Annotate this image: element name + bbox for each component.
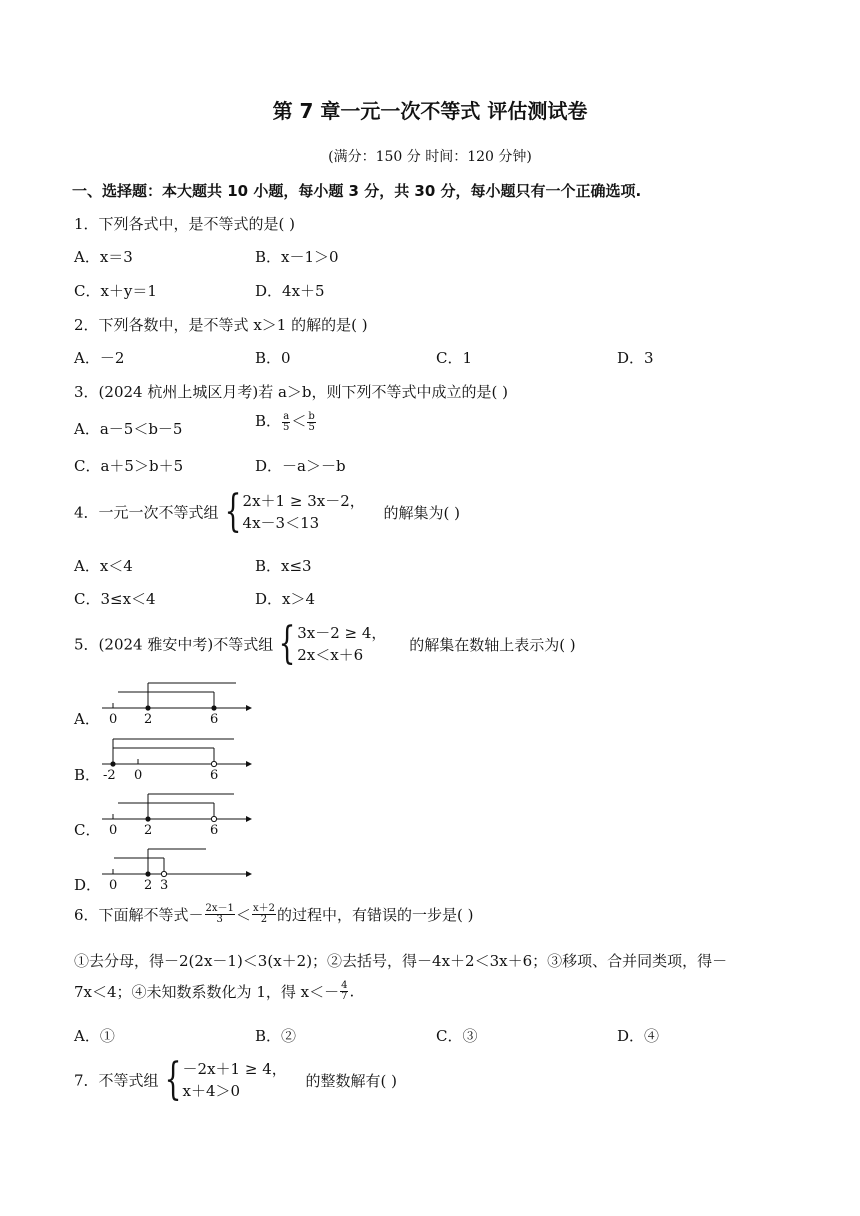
tick-label: 0 [109,823,118,837]
q3-option-b-label: B． [255,412,282,430]
q3-option-c: C．a＋5＞b＋5 [74,457,184,475]
q6-option-a: A．① [74,1027,115,1045]
q6-option-b: B．② [255,1027,297,1045]
q6-option-d: D．④ [617,1027,660,1045]
question-3-stem: 3．(2024 杭州上城区月考)若 a＞b，则下列不等式中成立的是( ) [74,383,508,401]
tick-label: 0 [109,878,118,892]
brace-icon: { [224,486,241,537]
q2-option-a: A．－2 [74,349,125,367]
tick-label: -2 [103,768,116,782]
section-heading: 一、选择题：本大题共 10 小题，每小题 3 分，共 30 分，每小题只有一个正确选项. [72,182,642,200]
number-line-a [96,680,256,726]
tick-label: 3 [160,878,169,892]
q4-option-d: D．x＞4 [255,590,316,608]
q5-option-c: C． [74,821,101,839]
q3-option-d: D．－a＞－b [255,457,346,475]
page-title: 第 7 章一元一次不等式 评估测试卷 [272,99,588,123]
tick-label: 6 [210,712,219,726]
question-5-stem: 5．(2024 雅安中考)不等式组 { 3x－2 ≥ 4， 2x＜x＋6 的解集在数轴上表示为( ) [74,618,576,669]
tick-label: 6 [210,768,219,782]
q1-option-b: B．x－1＞0 [255,248,339,266]
fraction: $\frac{b}{5}$ [308,410,315,433]
q2-option-b: B．0 [255,349,291,367]
brace-icon: { [278,618,296,669]
fraction: $\frac{a}{5}$ [283,410,290,433]
q1-option-c: C．x＋y＝1 [74,282,157,300]
q2-option-d: D．3 [617,349,654,367]
q1-option-a: A．x＝3 [74,248,133,266]
tick-label: 2 [144,712,153,726]
q4-option-c: C．3≤x＜4 [74,590,156,608]
question-2-stem: 2．下列各数中，是不等式 x＞1 的解的是( ) [74,316,368,334]
inequality-system: －2x＋1 ≥ 4， x＋4＞0 [182,1060,287,1100]
q5-option-b: B． [74,766,101,784]
fraction: $\frac{2x-1}{3}$ [205,903,234,925]
question-4-stem: 4．一元一次不等式组 { 2x＋1 ≥ 3x－2， 4x－3＜13 的解集为( ) [74,486,461,537]
q3-option-b: B． $\frac{a}{5}$ ＜ $\frac{b}{5}$ [255,410,315,433]
number-line-c [96,791,256,837]
q4-option-a: A．x＜4 [74,557,133,575]
question-6-stem: 6．下面解不等式－ $\frac{2x-1}{3}$ ＜ $\frac{x+2}{2}$ 的过程中，有错误的一步是( ) [74,903,474,925]
exam-info: (满分：150 分 时间：120 分钟) [328,149,532,165]
inequality-system: 3x－2 ≥ 4， 2x＜x＋6 [297,624,387,664]
tick-label: 2 [144,823,153,837]
fraction: $\frac{4}{7}$ [341,980,348,1002]
question-7-stem: 7．不等式组 { －2x＋1 ≥ 4， x＋4＞0 的整数解有( ) [74,1054,398,1105]
q3-option-a: A．a－5＜b－5 [74,420,183,438]
tick-label: 2 [144,878,153,892]
brace-icon: { [164,1054,181,1105]
number-line-b [96,736,256,782]
tick-label: 6 [210,823,219,837]
number-line-d [96,846,256,892]
q4-option-b: B．x≤3 [255,557,312,575]
q1-option-d: D．4x＋5 [255,282,325,300]
inequality-system: 2x＋1 ≥ 3x－2， 4x－3＜13 [242,492,365,532]
tick-label: 0 [109,712,118,726]
tick-label: 0 [134,768,143,782]
fraction: $\frac{x+2}{2}$ [252,903,275,925]
question-6-process: ①去分母，得－2(2x－1)＜3(x＋2)；②去括号，得－4x＋2＜3x＋6；③移项、合并同类项，得－ [74,952,728,970]
q5-option-a: A． [74,710,100,728]
question-6-process-cont: 7x＜4；④未知数系数化为 1，得 x＜－ $\frac{4}{7}$ . [74,980,355,1002]
q6-option-c: C．③ [436,1027,478,1045]
question-1-stem: 1．下列各式中，是不等式的是( ) [74,215,296,233]
q2-option-c: C．1 [436,349,473,367]
q5-option-d: D． [74,876,102,894]
